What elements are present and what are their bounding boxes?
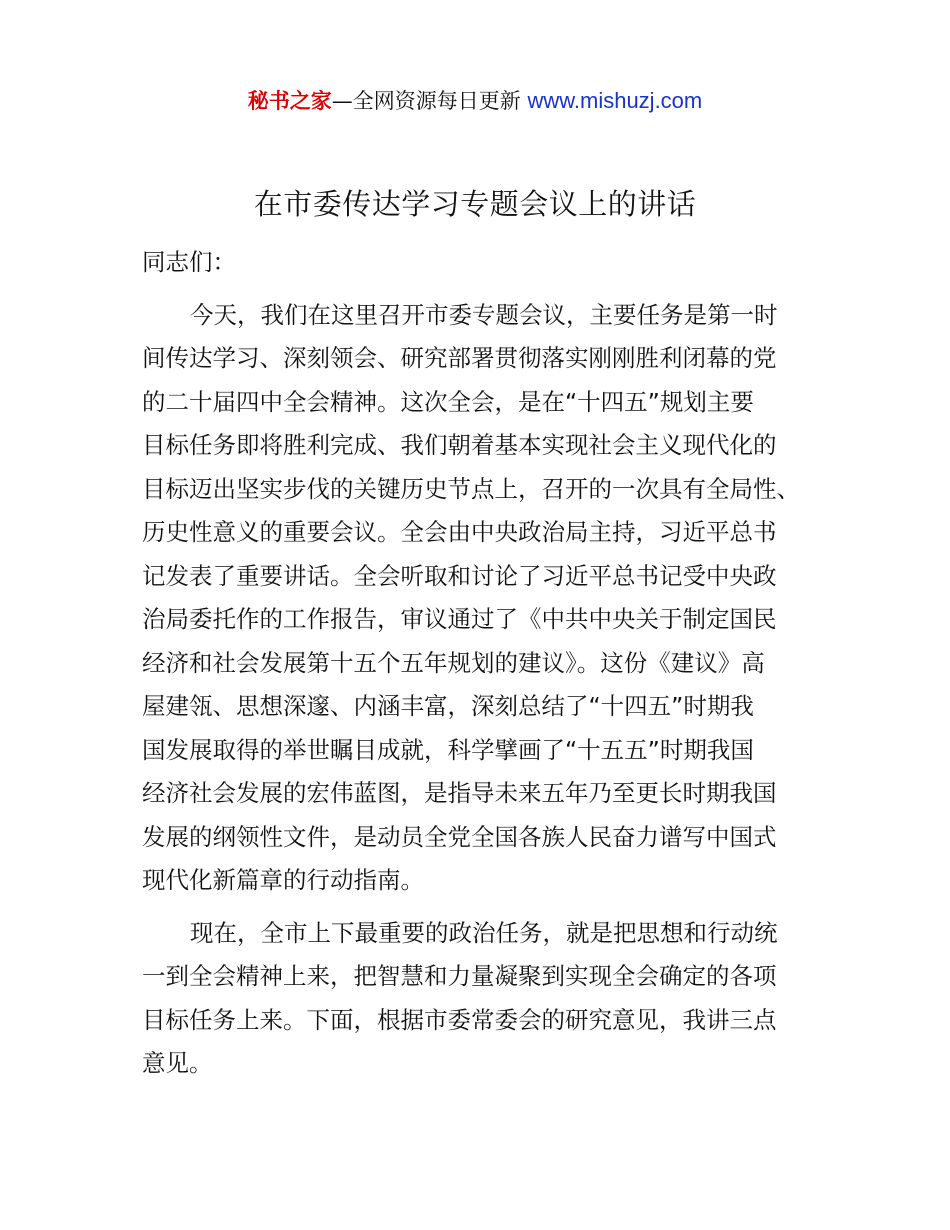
paragraph-line: 现在，全市上下最重要的政治任务，就是把思想和行动统 [190,918,778,947]
paragraph-line: 目标迈出坚实步伐的关键历史节点上，召开的一次具有全局性、 [142,474,800,503]
paragraph-line: 经济社会发展的宏伟蓝图，是指导未来五年乃至更长时期我国 [142,779,777,807]
document-title: 在市委传达学习专题会议上的讲话 [253,187,697,221]
paragraph-1 [142,294,832,903]
paragraph-line: 一到全会精神上来，把智慧和力量凝聚到实现全会确定的各项 [142,962,777,990]
site-url-link[interactable]: www.mishuzj.com [527,88,703,113]
paragraph-line: 目标任务上来。下面，根据市委常委会的研究意见，我讲三点 [142,1005,777,1034]
paragraph-line: 间传达学习、深刻领会、研究部署贯彻落实刚刚胜利闭幕的党 [142,344,777,372]
site-brand: 秘书之家 [247,89,332,113]
paragraph-line: 今天，我们在这里召开市委专题会议，主要任务是第一时 [190,300,778,329]
paragraph-line: 目标任务即将胜利完成、我们朝着基本实现社会主义现代化的 [142,431,777,459]
paragraph-line: 的二十届四中全会精神。这次全会，是在“十四五”规划主要 [142,387,754,416]
paragraph-line: 意见。 [142,1049,213,1077]
site-slogan: —全网资源每日更新 [331,89,528,113]
paragraph-line: 历史性意义的重要会议。全会由中央政治局主持，习近平总书 [142,518,777,546]
paragraph-line: 记发表了重要讲话。全会听取和讨论了习近平总书记受中央政 [142,561,777,590]
site-header [0,86,950,116]
salutation: 同志们： [142,248,236,276]
paragraph-line: 国发展取得的举世瞩目成就，科学擘画了“十五五”时期我国 [142,735,754,764]
paragraph-line: 经济和社会发展第十五个五年规划的建议》。这份《建议》高 [142,648,765,677]
paragraph-2 [142,912,832,1086]
paragraph-line: 治局委托作的工作报告，审议通过了《中共中央关于制定国民 [142,605,777,633]
paragraph-line: 屋建瓴、思想深邃、内涵丰富，深刻总结了“十四五”时期我 [142,692,754,720]
document-body [142,241,832,1086]
paragraph-line: 现代化新篇章的行动指南。 [142,866,424,894]
paragraph-line: 发展的纲领性文件，是动员全党全国各族人民奋力谱写中国式 [142,822,777,851]
